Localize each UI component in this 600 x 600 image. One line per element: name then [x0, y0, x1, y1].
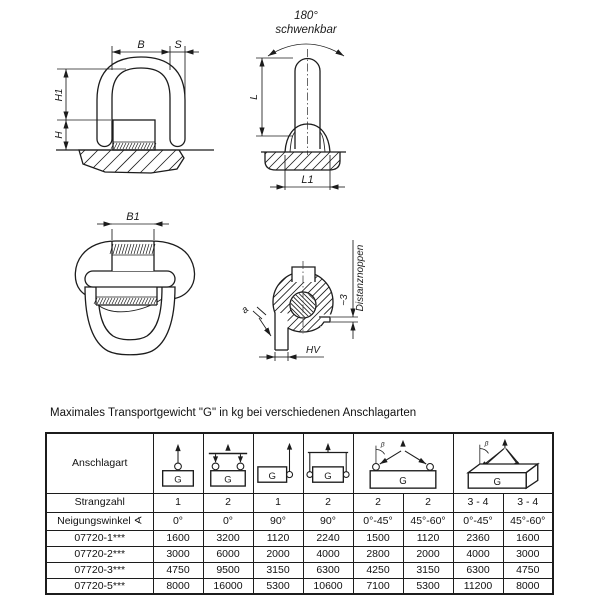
- value-cell: 3150: [253, 562, 303, 578]
- dim-label-s: S: [174, 39, 182, 51]
- value-cell: 3000: [503, 546, 553, 562]
- value-cell: 4000: [303, 546, 353, 562]
- dim-label-hv: HV: [306, 345, 320, 356]
- swivel-arc: [268, 44, 344, 56]
- value-cell: 2000: [403, 546, 453, 562]
- value-cell: 7100: [353, 578, 403, 594]
- neigungswinkel-label: Neigungswinkel ∢: [46, 512, 153, 530]
- base-plate: [52, 150, 222, 173]
- table-row: [46, 546, 553, 562]
- value-cell: 45°-60°: [403, 512, 453, 530]
- value-cell: 9500: [203, 562, 253, 578]
- value-cell: 2000: [253, 546, 303, 562]
- value-cell: 1: [153, 493, 203, 512]
- anschlagart-icon-1-strand-vertical: [153, 433, 203, 493]
- table-row: [46, 578, 553, 594]
- svg-text:G: G: [324, 470, 332, 482]
- value-cell: 1120: [403, 530, 453, 546]
- ring-bar: [85, 271, 175, 287]
- side-view-drawing: [236, 2, 411, 197]
- value-cell: 3150: [403, 562, 453, 578]
- dim-label-a: a: [239, 304, 252, 317]
- value-cell: 4250: [353, 562, 403, 578]
- dimension-gap: [331, 240, 358, 339]
- value-cell: 2: [403, 493, 453, 512]
- value-cell: 2800: [353, 546, 403, 562]
- dim-label-h: H: [54, 131, 65, 139]
- value-cell: 5300: [403, 578, 453, 594]
- table-caption: Maximales Transportgewicht "G" in kg bei verschiedenen Anschlagarten: [50, 407, 417, 419]
- value-cell: 16000: [203, 578, 253, 594]
- part-number: 07720-5***: [46, 578, 153, 594]
- dim-label-h1: H1: [54, 88, 65, 102]
- table-row: [46, 530, 553, 546]
- value-cell: 1600: [153, 530, 203, 546]
- swivel-label-2: schwenkbar: [275, 24, 337, 36]
- svg-text:G: G: [268, 470, 276, 482]
- value-cell: 2: [353, 493, 403, 512]
- value-cell: 4000: [453, 546, 503, 562]
- anschlagart-header: Anschlagart: [46, 433, 153, 493]
- value-cell: 2: [303, 493, 353, 512]
- value-cell: 4750: [503, 562, 553, 578]
- svg-text:β: β: [484, 440, 489, 448]
- value-cell: 0°-45°: [453, 512, 503, 530]
- dimension-a: [240, 304, 271, 336]
- svg-text:G: G: [399, 475, 407, 487]
- anschlagart-icon-2-strand-angled: [353, 433, 453, 493]
- value-cell: 1120: [253, 530, 303, 546]
- value-cell: 3000: [153, 546, 203, 562]
- dim-label-l: L: [249, 94, 260, 100]
- swivel-annotation: [268, 10, 344, 56]
- dimension-l: [249, 58, 293, 136]
- svg-text:G: G: [174, 474, 182, 486]
- dim-label-b: B: [137, 39, 145, 51]
- dim-label-b1: B1: [126, 211, 140, 223]
- weld-block: [111, 120, 156, 150]
- value-cell: 1: [253, 493, 303, 512]
- value-cell: 8000: [503, 578, 553, 594]
- svg-text:G: G: [224, 474, 232, 486]
- front-view-drawing: [52, 12, 222, 192]
- swivel-label-1: 180°: [294, 10, 318, 22]
- nub-label: Distanznoppen: [355, 244, 366, 312]
- neigungswinkel-row: [46, 512, 553, 530]
- strangzahl-label: Strangzahl: [46, 493, 153, 512]
- part-number: 07720-3***: [46, 562, 153, 578]
- value-cell: 2240: [303, 530, 353, 546]
- value-cell: 11200: [453, 578, 503, 594]
- value-cell: 1500: [353, 530, 403, 546]
- weld-block-lower: [94, 287, 157, 305]
- value-cell: 5300: [253, 578, 303, 594]
- value-cell: 45°-60°: [503, 512, 553, 530]
- value-cell: 6300: [303, 562, 353, 578]
- dimension-b1: [97, 211, 169, 240]
- part-number: 07720-1***: [46, 530, 153, 546]
- dim-label-l1: L1: [301, 174, 314, 186]
- top-view-drawing: [38, 193, 228, 378]
- value-cell: 3200: [203, 530, 253, 546]
- weld-block-upper: [110, 241, 155, 271]
- value-cell: 0°: [153, 512, 203, 530]
- value-cell: 0°: [203, 512, 253, 530]
- value-cell: 4750: [153, 562, 203, 578]
- value-cell: 8000: [153, 578, 203, 594]
- part-number: 07720-2***: [46, 546, 153, 562]
- dimension-h: [54, 120, 66, 150]
- value-cell: 2: [203, 493, 253, 512]
- value-cell: 2360: [453, 530, 503, 546]
- dimension-h1: [54, 69, 126, 120]
- value-cell: 3 - 4: [453, 493, 503, 512]
- value-cell: 3 - 4: [503, 493, 553, 512]
- dimension-hv: [259, 345, 324, 361]
- strangzahl-row: [46, 493, 553, 512]
- svg-text:G: G: [493, 476, 501, 488]
- dim-label-gap: ~3: [339, 294, 350, 306]
- svg-text:β: β: [380, 441, 385, 449]
- load-capacity-table: [45, 432, 554, 595]
- value-cell: 0°-45°: [353, 512, 403, 530]
- table-row: [46, 562, 553, 578]
- value-cell: 6000: [203, 546, 253, 562]
- anschlagart-icon-2-strand-vertical: [203, 433, 253, 493]
- anschlagart-icon-2-strand-90: [303, 433, 353, 493]
- anschlagart-icon-4-strand-angled: [453, 433, 553, 493]
- value-cell: 90°: [253, 512, 303, 530]
- value-cell: 10600: [303, 578, 353, 594]
- dimension-l1: [270, 155, 345, 190]
- anschlagart-icon-1-strand-90: [253, 433, 303, 493]
- section-view-drawing: [226, 206, 396, 386]
- dimension-b: [112, 39, 170, 70]
- value-cell: 6300: [453, 562, 503, 578]
- value-cell: 1600: [503, 530, 553, 546]
- body-section: [226, 261, 396, 351]
- value-cell: 90°: [303, 512, 353, 530]
